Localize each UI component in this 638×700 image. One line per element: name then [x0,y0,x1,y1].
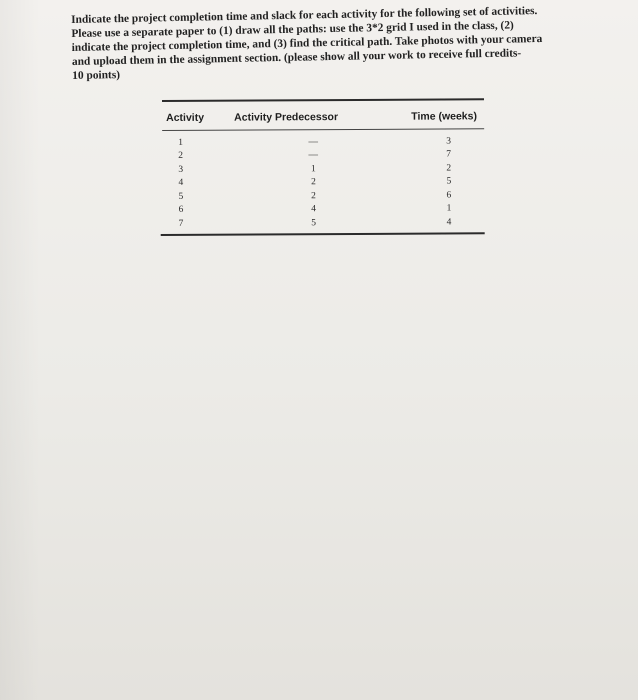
cell-time: 3 [446,136,451,147]
table-header-row [160,106,488,128]
cell-activity: 5 [178,191,184,202]
cell-time: 7 [446,149,452,160]
cell-predecessor: 2 [311,177,316,188]
cell-activity: 6 [178,205,184,216]
cell-predecessor: 1 [310,163,316,174]
cell-activity: 3 [178,164,184,175]
header-activity: Activity [166,111,205,124]
table-bottom-rule [161,232,485,236]
activity-table [160,98,489,235]
cell-time: 4 [446,217,452,228]
cell-time: 1 [446,203,452,214]
header-time: Time (weeks) [411,110,477,123]
cell-time: 6 [446,190,452,201]
cell-predecessor: 5 [311,217,317,228]
cell-time: 2 [446,163,452,174]
table-body [160,134,488,230]
cell-predecessor: — [308,150,319,161]
header-predecessor: Activity Predecessor [234,111,339,124]
assignment-instructions: Indicate the project completion time and slack for each activity for the following set of activities. Please use a separate paper to (1) draw all the paths: use the 3*2 grid I used in the class, (2) indicate the project completion time, and (3) find the critical path. Take photos with your camera and upload them in the assignment section. (please show all your work to receive full credits- 10 points) [71,5,543,82]
cell-predecessor: 2 [311,190,316,201]
table-header-rule [162,128,484,131]
table-top-rule [162,98,484,102]
cell-activity: 2 [178,151,184,162]
cell-predecessor: 4 [311,204,316,215]
cell-activity: 7 [178,218,184,229]
table-row [161,215,489,230]
cell-time: 5 [446,176,452,187]
cell-activity: 1 [178,137,183,148]
cell-predecessor: — [308,136,318,147]
paper-shadow [0,0,40,700]
cell-activity: 4 [178,178,184,189]
